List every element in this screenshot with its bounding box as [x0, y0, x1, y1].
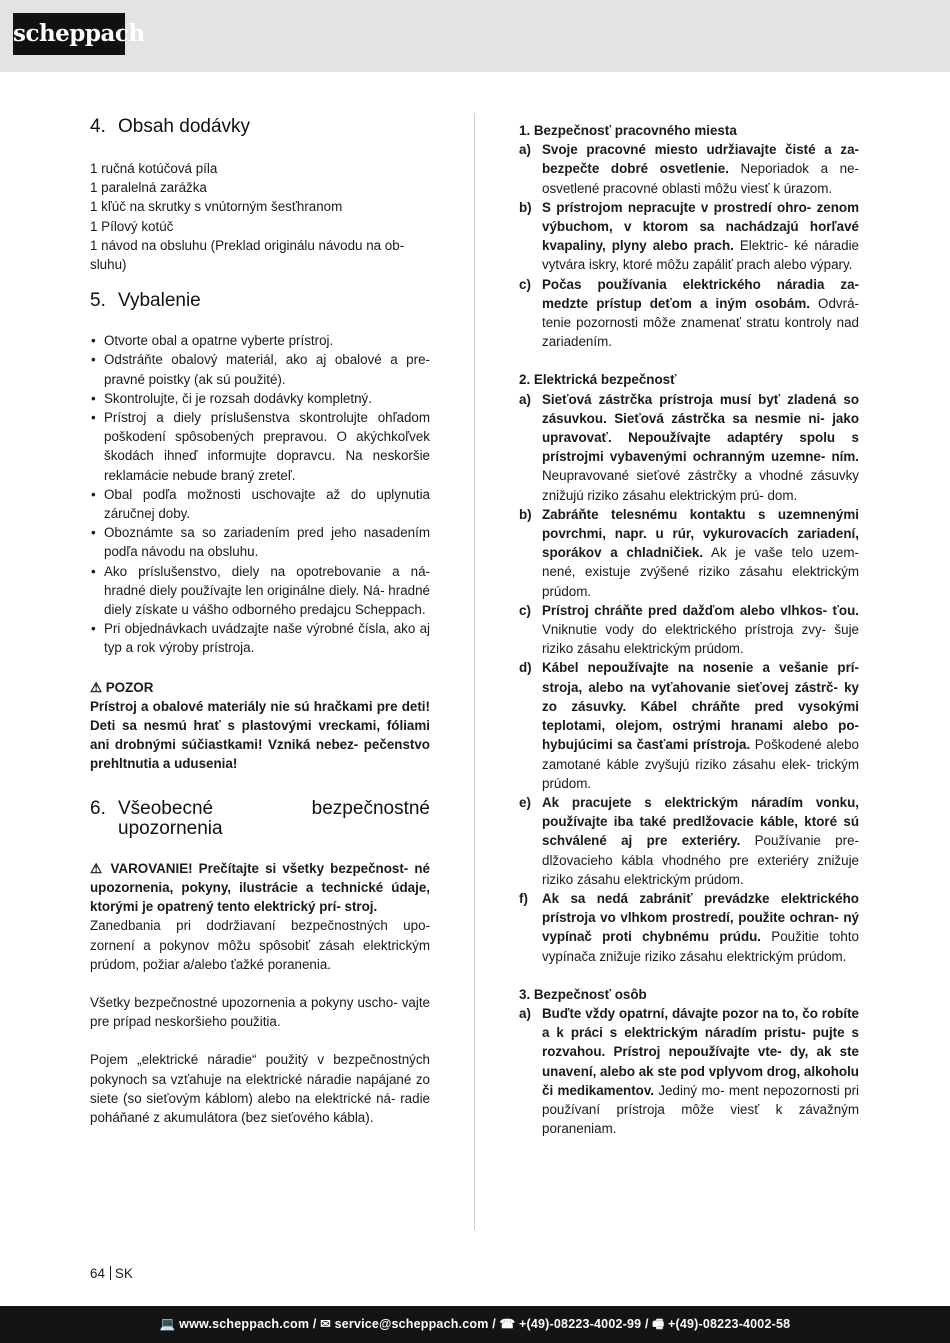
list-item: • Skontrolujte, či je rozsah dodávky kompletný.: [90, 389, 430, 408]
right-column: [519, 121, 859, 1138]
section-number: 6.: [90, 797, 106, 819]
delivery-item: 1 paralelná zarážka: [90, 180, 207, 196]
subsection-heading: 3. Bezpečnosť osôb: [519, 986, 647, 1002]
caution-label: POZOR: [105, 679, 154, 695]
warning-triangle-icon: ⚠: [90, 679, 103, 695]
paragraph: Pojem „elektrické náradie“ použitý v bezpečnostných pokynoch sa vzťahuje na elektrické náradie napájané zo siete (so sieťovým káblom) alebo na elektrické ná- radie poháňané z akumulátora (bez sieťového kábla).: [90, 1052, 430, 1125]
page-number-value: 64: [90, 1266, 105, 1281]
section-5-heading: [90, 290, 430, 312]
delivery-item: 1 ručná kotúčová píla: [90, 161, 218, 176]
section-title-part: Všeobecné: [118, 797, 214, 819]
section-title: [118, 798, 430, 840]
section-number: 4.: [90, 116, 106, 137]
subsection-heading: 2. Elektrická bezpečnosť: [519, 372, 677, 388]
delivery-item: 1 kľúč na skrutky s vnútorným šesťhranom: [90, 199, 343, 215]
section-title-part: upozornenia: [118, 817, 223, 839]
workplace-safety-list: [519, 140, 859, 351]
footer-contact-bar: [0, 1306, 950, 1343]
page-number: [90, 1265, 133, 1282]
delivery-item: sluhu): [90, 257, 127, 273]
page-separator: [110, 1266, 111, 1280]
list-item: • Prístroj a diely príslušenstva skontrolujte ohľadom poškodení spôsobených prepravou. O akýchkoľvek škodách ihneď informujte dopravcu. Na neskoršie reklamácie nebude braný zreteľ.: [90, 408, 430, 485]
list-item: • Oboznámte sa so zariadením pred jeho nasadením podľa návodu na obsluhu.: [90, 523, 430, 561]
list-item: • Obal podľa možnosti uschovajte až do uplynutia záručnej doby.: [90, 485, 430, 523]
warning-bold-text: VAROVANIE! Prečítajte si všetky bezpečnost- né upozornenia, pokyny, ilustrácie a technické údaje, ktorými je opatrený tento elektrický prí- stroj.: [90, 860, 430, 915]
subsection-heading: 1. Bezpečnosť pracovného miesta: [519, 123, 737, 138]
list-item: • Ako príslušenstvo, diely na opotrebovanie a ná- hradné diely používajte len originálne diely. Ná- hradné diely získate u vášho odborného predajcu Scheppach.: [90, 562, 430, 620]
list-item: e) Ak pracujete s elektrickým náradím vonku, používajte iba také predlžovacie káble, ktoré sú schválené aj pre exteriéry. Používanie pre- dlžovacieho kábla vhodného pre exteriéry znižuje riziko zásahu elektrickým prúdom.: [519, 794, 859, 887]
section-number: 5.: [90, 290, 106, 312]
electrical-safety-list: [519, 390, 859, 966]
left-column: [90, 116, 430, 1127]
list-item: b) S prístrojom nepracujte v prostredí ohro- zenom výbuchom, v ktorom sa nachádzajú horľavé kvapaliny, plyny alebo prach. Elektric- ké náradie vytvára iskry, ktoré môžu zapáliť prach alebo výpary.: [519, 199, 859, 273]
delivery-contents-list: [90, 159, 430, 274]
general-warning-block: [90, 859, 430, 974]
language-code: SK: [114, 1266, 133, 1281]
caution-heading: [90, 678, 430, 697]
unpacking-list: [90, 331, 430, 657]
personal-safety-list: [519, 1004, 859, 1138]
caution-block: [90, 678, 430, 774]
list-item: c) Prístroj chráňte pred dažďom alebo vlhkos- ťou. Vniknutie vody do elektrického prístroja zvy- šuje riziko zásahu elektrickým prúdom.: [519, 602, 859, 657]
list-item: a) Buďte vždy opatrní, dávajte pozor na to, čo robíte a k práci s elektrickým náradím pristu- pujte s rozvahou. Prístroj nepoužívajte vte- dy, ak ste unavení, alebo ak ste pod vplyvom drog, alkoholu či medikamentov. Jediný mo- ment nepozornosti pri používaní prístroja môže viesť k závažným poraneniam.: [519, 1005, 859, 1137]
section-4-heading: [90, 116, 430, 138]
delivery-item: 1 Pílový kotúč: [90, 218, 174, 234]
list-item: f) Ak sa nedá zabrániť prevádzke elektrického prístroja vo vlhkom prostredí, použite ochran- ný vypínač proti chybnému prúdu. Použitie tohto vypínača znižuje riziko zásahu elektrickým prúdom.: [519, 890, 859, 964]
list-item: a) Svoje pracovné miesto udržiavajte čisté a za- bezpečte dobré osvetlenie. Neporiadok a ne- osvetlené pracovné oblasti môžu viesť k úrazom.: [519, 142, 860, 196]
list-item: • Otvorte obal a opatrne vyberte prístroj.: [90, 331, 430, 350]
section-title-part: bezpečnostné: [311, 797, 430, 819]
list-item: d) Kábel nepoužívajte na nosenie a vešanie prí- stroja, alebo na vyťahovanie sieťovej zástrč- ky zo zásuvky. Kábel chráňte pred vysokými teplotami, olejom, ostrými hranami alebo po- hybujúcimi sa časťami prístroja. Poškodené alebo zamotané káble zvyšujú riziko zásahu elek- trickým prúdom.: [519, 660, 859, 791]
scheppach-logo: scheppach: [13, 13, 125, 55]
warning-body: Zanedbania pri dodržiavaní bezpečnostných upo- zornení a pokynov môžu spôsobiť zásah elektrickým prúdom, požiar a/alebo ťažké poranenia.: [90, 918, 430, 972]
list-item: • Pri objednávkach uvádzajte naše výrobné čísla, ako aj typ a rok výroby prístroja.: [90, 619, 430, 657]
list-item: • Odstráňte obalový materiál, ako aj obalové a pre- pravné poistky (ak sú použité).: [90, 350, 430, 388]
list-item: c) Počas používania elektrického náradia za- medzte prístup deťom a iným osobám. Odvrá- tenie pozornosti môže znamenať stratu kontroly nad zariadením.: [519, 276, 859, 350]
delivery-item: 1 návod na obsluhu (Preklad originálu návodu na ob-: [90, 237, 405, 253]
contact-info: 💻 www.scheppach.com / ✉ service@scheppach.com / ☎ +(49)-08223-4002-99 / 🖷 +(49)-08223-4002-58: [159, 1317, 791, 1331]
section-6-heading: [90, 798, 430, 840]
warning-statement: [90, 859, 430, 917]
paragraph: Všetky bezpečnostné upozornenia a pokyny uscho- vajte pre prípad neskoršieho použitia.: [90, 994, 430, 1030]
list-item: b) Zabráňte telesnému kontaktu s uzemnenými povrchmi, napr. u rúr, vykurovacích zariadení, sporákov a chladničiek. Ak je vaše telo uzem- nené, existuje zvýšené riziko zásahu elektrickým prúdom.: [519, 506, 859, 599]
section-title: Obsah dodávky: [118, 116, 251, 137]
column-divider: [474, 113, 475, 1230]
list-item: a) Sieťová zástrčka prístroja musí byť zladená so zásuvkou. Sieťová zástrčka sa nesmie ni- jako upravovať. Nepoužívajte adaptéry spolu s prístrojmi vybavenými ochranným uzemne- ním. Neupravované sieťové zástrčky a vhodné zásuvky znižujú riziko zásahu elektrickým prú- dom.: [519, 391, 859, 503]
warning-triangle-icon: ⚠: [90, 860, 105, 876]
caution-text: Prístroj a obalové materiály nie sú hračkami pre deti! Deti sa nesmú hrať s plastovými vreckami, fóliami ani drobnými súčiastkami! Vzniká nebez- pečenstvo prehltnutia a udusenia!: [90, 698, 430, 772]
section-title: Vybalenie: [118, 290, 201, 312]
